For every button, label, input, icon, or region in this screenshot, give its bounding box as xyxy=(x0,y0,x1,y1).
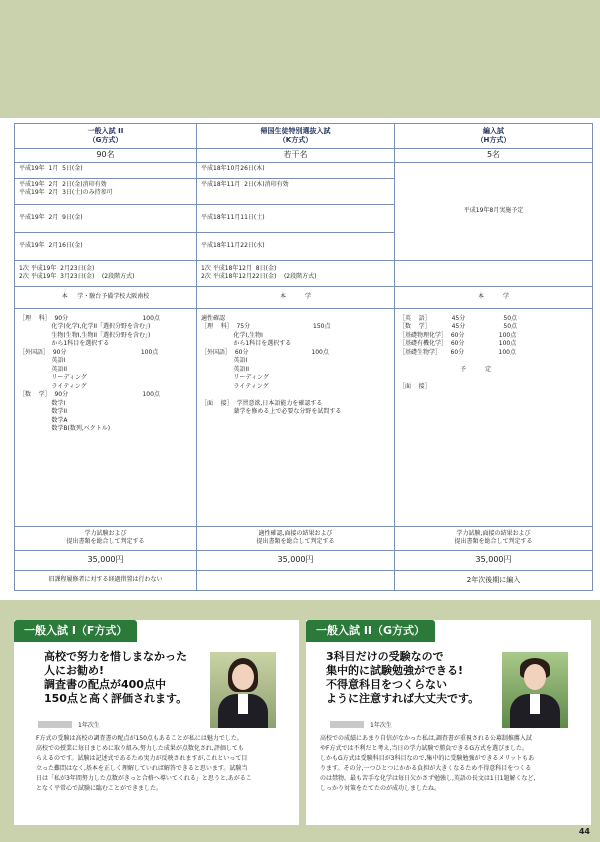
student-photo xyxy=(210,652,276,728)
note-h: 2年次後期に編入 xyxy=(395,570,593,590)
face-shape xyxy=(524,664,546,690)
subjects-row xyxy=(15,308,593,526)
venue-h: 本 学 xyxy=(395,286,593,308)
testimonial-card-g xyxy=(306,620,591,825)
page-number: 44 xyxy=(578,827,590,836)
shirt-shape xyxy=(238,694,248,714)
date-k5: 1次 平成18年12月 8日(金) 2次 平成18年12月22日(金) (2段階方式) xyxy=(197,260,395,286)
card-body-text: 高校での成績にあまり自信がなかった私は,調査書が重視される公募制推薦入試 やF方式では不利だと考え,当日の学力試験で勝負できるG方式を選びました。 しかもG方式は受験科目が3科目なので,集中的に受験勉強ができるメリットもあ ります。その分,一つひとつにかかる負担が大きくなるため不得意科目をつくる のは禁物。最も苦手な化学は毎日欠かさず勉強し,英語の長文は1日1題解くなど, しっかり対策をたてたのが成功しましたね。 xyxy=(320,735,536,792)
subjects-k: 適性確認 ［理 科］ 75分 150点 化学I,生物I から1科目を選択する ［外国語］ 60分 100点 英語I 英語II リーディング ライティング ［面 接］ 学習意欲,日本語能力を確認する 薬学を修める上で必要な分野を試問する xyxy=(197,308,395,526)
col-method: （H方式） xyxy=(476,136,511,144)
fee-g: 35,000円 xyxy=(15,550,197,570)
fee-k: 35,000円 xyxy=(197,550,395,570)
date-k4: 平成18年11月22日(水) xyxy=(197,232,395,260)
judgement-g: 学力試験および 提出書類を総合して判定する xyxy=(15,526,197,550)
col-header-k xyxy=(197,124,395,149)
table-header-row xyxy=(15,124,593,149)
card-tab-title: 一般入試 II（G方式） xyxy=(306,620,435,642)
col-method: （G方式） xyxy=(88,136,123,144)
card-headline: 3科目だけの受験なので 集中的に試験勉強ができる! 不得意科目をつくらない ように注意すれば大丈夫です。 xyxy=(326,650,480,705)
student-year: 1年次生 xyxy=(370,722,392,729)
date-k1: 平成18年10月26日(木) xyxy=(197,162,395,178)
col-method: （K方式） xyxy=(278,136,313,144)
notes-row xyxy=(15,570,593,590)
fee-h: 35,000円 xyxy=(395,550,593,570)
capacity-g: 90名 xyxy=(15,149,197,163)
student-photo xyxy=(502,652,568,728)
capacity-row xyxy=(15,149,593,163)
card-tab-title: 一般入試 I（F方式） xyxy=(14,620,137,642)
col-header-h xyxy=(395,124,593,149)
date-h-all: 平成19年8月実施予定 xyxy=(395,162,593,260)
student-year: 1年次生 xyxy=(78,722,100,729)
judgement-row xyxy=(15,526,593,550)
name-redacted xyxy=(38,721,72,728)
face-shape xyxy=(232,664,254,690)
admissions-table xyxy=(14,123,593,591)
date-g4: 平成19年 2月16日(金) xyxy=(15,232,197,260)
capacity-k: 若干名 xyxy=(197,149,395,163)
testimonial-card-f xyxy=(14,620,299,825)
date-k2: 平成18年11月 2日(木)消印有効 xyxy=(197,178,395,204)
subjects-h: ［英 語］ 45分 50点 ［数 学］ 45分 50点 ［基礎物理化学］ 60分 100点 ［基礎有機化学］ 60分 100点 ［基礎生物学］ 60分 100点 予 定 ［面 接］ xyxy=(395,308,593,526)
card-headline: 高校で努力を惜しまなかった 人にお勧め! 調査書の配点が400点中 150点と高く評価されます。 xyxy=(44,650,188,705)
shirt-shape xyxy=(530,694,540,714)
fee-row xyxy=(15,550,593,570)
venue-row xyxy=(15,286,593,308)
col-title: 編入試 xyxy=(483,127,504,135)
date-g3: 平成19年 2月 9日(金) xyxy=(15,204,197,232)
card-body-text: F方式の受験は高校の調査書の配点が150点もあることが私には魅力でした。 高校での授業に毎日まじめに取り組み,努力した成果が点数化され,評価しても らえるのです。試験は記述式であるため実力が反映されますが,これといって目 立った難問はなく,基本を正しく理解していれば解答できると思います。試験当 日は「私が3年間努力した点数がきっと合格へ導いてくれる」と思うと,あがるこ となく平常心で試験に臨むことができました。 xyxy=(36,735,252,792)
date-k3: 平成18年11月11日(土) xyxy=(197,204,395,232)
date-h5-empty xyxy=(395,260,593,286)
note-g: 旧課程履修者に対する経過措置は行わない xyxy=(15,570,197,590)
col-title: 一般入試 II xyxy=(87,127,124,135)
date-row-1 xyxy=(15,162,593,178)
date-g2: 平成19年 2月 2日(金)消印有効 平成19年 2月 3日(土)のみ持参可 xyxy=(15,178,197,204)
student-name-row xyxy=(38,720,100,729)
venue-g: 本 学・駿台予備学校大阪南校 xyxy=(15,286,197,308)
judgement-k: 適性確認,面接の結果および 提出書類を総合して判定する xyxy=(197,526,395,550)
name-redacted xyxy=(330,721,364,728)
judgement-h: 学力試験,面接の結果および 提出書類を総合して判定する xyxy=(395,526,593,550)
note-k-empty xyxy=(197,570,395,590)
date-row-5 xyxy=(15,260,593,286)
date-g1: 平成19年 1月 5日(金) xyxy=(15,162,197,178)
col-header-g xyxy=(15,124,197,149)
date-g5: 1次 平成19年 2月23日(金) 2次 平成19年 3月23日(金) (2段階方式) xyxy=(15,260,197,286)
student-name-row xyxy=(330,720,392,729)
subjects-g: ［理 科］ 90分 100点 化学(化学I,化学II「選択分野を含む」) 生物(生物I,生物II「選択分野を含む」) から1科目を選択する ［外国語］ 90分 100点 英語I 英語II リーディング ライティング ［数 学］ 90分 100点 数学I 数学II 数学A 数学B(数列,ベクトル) xyxy=(15,308,197,526)
col-title: 帰国生徒特別選抜入試 xyxy=(260,127,331,135)
venue-k: 本 学 xyxy=(197,286,395,308)
capacity-h: 5名 xyxy=(395,149,593,163)
